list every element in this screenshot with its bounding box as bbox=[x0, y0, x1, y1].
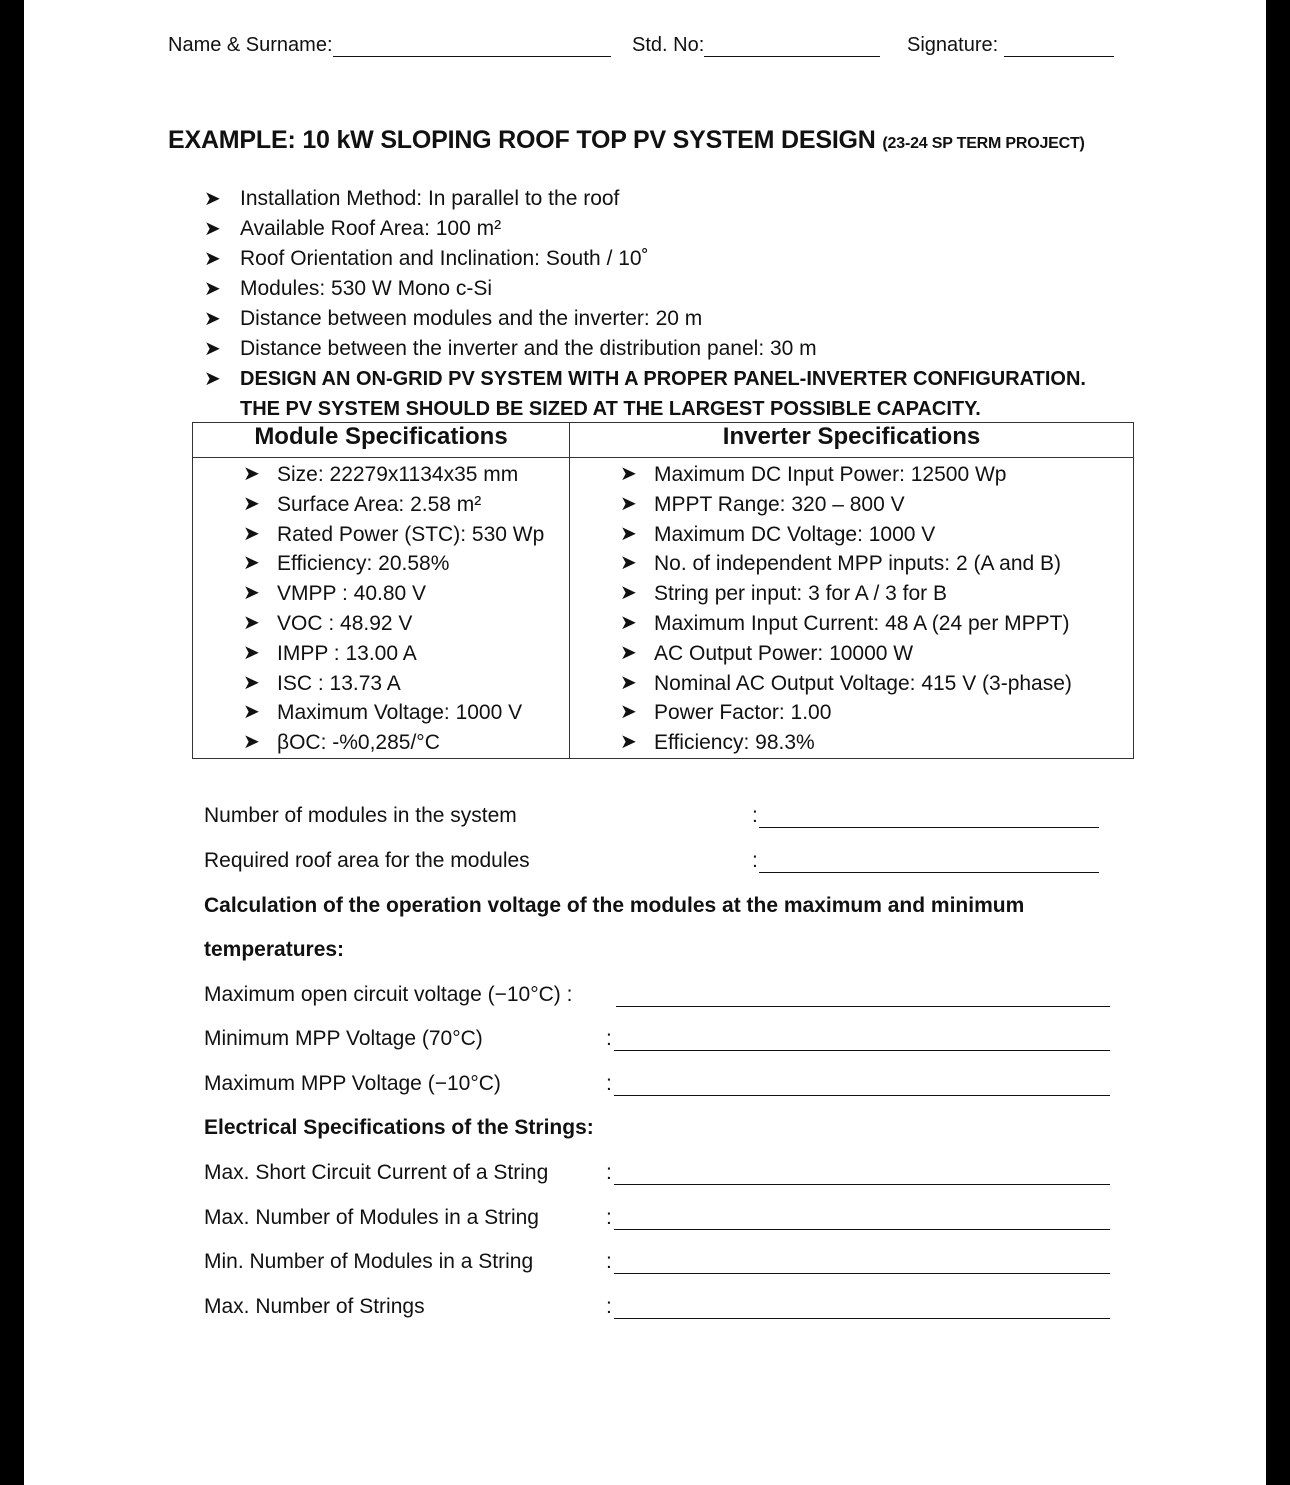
calc-heading-line1: Calculation of the operation voltage of the modules at the maximum and minimum bbox=[204, 894, 1025, 917]
signature-label: Signature: bbox=[907, 34, 999, 56]
arrow-bullet-icon: ➤ bbox=[620, 552, 637, 575]
arrow-bullet-icon: ➤ bbox=[204, 338, 221, 360]
arrow-bullet-icon: ➤ bbox=[620, 671, 637, 694]
list-item: ➤ Roof Orientation and Inclination: South / 10˚ bbox=[204, 244, 1086, 274]
arrow-bullet-icon: ➤ bbox=[243, 701, 260, 724]
design-task-continuation: THE PV SYSTEM SHOULD BE SIZED AT THE LARGEST POSSIBLE CAPACITY. bbox=[240, 398, 981, 420]
question-max-oc-voltage: Maximum open circuit voltage (−10°C) : bbox=[204, 983, 573, 1006]
document-page bbox=[24, 0, 1266, 1485]
inverter-specs-header: Inverter Specifications bbox=[570, 423, 1134, 458]
arrow-bullet-icon: ➤ bbox=[243, 731, 260, 754]
inverter-spec-item: ➤ No. of independent MPP inputs: 2 (A and B) bbox=[570, 549, 1133, 579]
module-spec-item: ➤ Efficiency: 20.58% bbox=[193, 549, 569, 579]
question-min-modules-string: Min. Number of Modules in a String bbox=[204, 1250, 534, 1273]
module-specs-header: Module Specifications bbox=[193, 423, 570, 458]
signature-field bbox=[907, 34, 1114, 57]
inverter-specs-cell bbox=[570, 458, 1134, 759]
name-label: Name & Surname: bbox=[168, 34, 333, 56]
name-blank[interactable] bbox=[333, 38, 611, 57]
arrow-bullet-icon: ➤ bbox=[243, 611, 260, 634]
colon: : bbox=[606, 1295, 612, 1318]
arrow-bullet-icon: ➤ bbox=[243, 641, 260, 664]
question-max-mpp-voltage: Maximum MPP Voltage (−10°C) bbox=[204, 1072, 501, 1095]
answer-max-sc-current[interactable] bbox=[614, 1184, 1110, 1185]
colon: : bbox=[752, 804, 758, 827]
arrow-bullet-icon: ➤ bbox=[243, 492, 260, 515]
arrow-bullet-icon: ➤ bbox=[243, 522, 260, 545]
arrow-bullet-icon: ➤ bbox=[620, 582, 637, 605]
signature-blank[interactable] bbox=[1004, 38, 1114, 57]
list-item: ➤ Distance between the inverter and the distribution panel: 30 m bbox=[204, 334, 1086, 364]
inverter-spec-item: ➤ Power Factor: 1.00 bbox=[570, 698, 1133, 728]
question-num-modules: Number of modules in the system bbox=[204, 804, 517, 827]
arrow-bullet-icon: ➤ bbox=[620, 463, 637, 485]
calc-heading-line2: temperatures: bbox=[204, 938, 345, 961]
std-no-label: Std. No: bbox=[632, 34, 705, 56]
module-spec-item: ➤ Rated Power (STC): 530 Wp bbox=[193, 520, 569, 550]
answer-num-modules[interactable] bbox=[759, 827, 1099, 828]
arrow-bullet-icon: ➤ bbox=[204, 218, 221, 240]
colon: : bbox=[752, 849, 758, 872]
page-title bbox=[168, 126, 1085, 155]
title-main: EXAMPLE: 10 kW SLOPING ROOF TOP PV SYSTEM DESIGN bbox=[168, 126, 876, 154]
arrow-bullet-icon: ➤ bbox=[620, 492, 637, 515]
inverter-spec-item: ➤ Nominal AC Output Voltage: 415 V (3-phase) bbox=[570, 669, 1133, 699]
arrow-bullet-icon: ➤ bbox=[204, 278, 221, 300]
arrow-bullet-icon: ➤ bbox=[204, 248, 221, 270]
requirements-list bbox=[204, 184, 1086, 424]
module-spec-item: ➤ βOC: -%0,285/°C bbox=[193, 728, 569, 758]
colon: : bbox=[606, 1161, 612, 1184]
colon: : bbox=[606, 1072, 612, 1095]
name-field bbox=[168, 34, 611, 57]
arrow-bullet-icon: ➤ bbox=[243, 463, 260, 485]
question-max-modules-string: Max. Number of Modules in a String bbox=[204, 1206, 539, 1229]
arrow-bullet-icon: ➤ bbox=[620, 731, 637, 754]
question-max-strings: Max. Number of Strings bbox=[204, 1295, 425, 1318]
arrow-bullet-icon: ➤ bbox=[243, 671, 260, 694]
answer-max-strings[interactable] bbox=[614, 1318, 1110, 1319]
inverter-spec-item: ➤ String per input: 3 for A / 3 for B bbox=[570, 579, 1133, 609]
answer-min-modules-string[interactable] bbox=[614, 1273, 1110, 1274]
list-item: ➤ Available Roof Area: 100 m² bbox=[204, 214, 1086, 244]
list-item: ➤ Distance between modules and the inverter: 20 m bbox=[204, 304, 1086, 334]
module-spec-item: ➤ ISC : 13.73 A bbox=[193, 669, 569, 699]
design-task-item: ➤ DESIGN AN ON-GRID PV SYSTEM WITH A PROPER PANEL-INVERTER CONFIGURATION. bbox=[204, 364, 1086, 394]
module-spec-item: ➤ VMPP : 40.80 V bbox=[193, 579, 569, 609]
arrow-bullet-icon: ➤ bbox=[620, 611, 637, 634]
question-roof-area: Required roof area for the modules bbox=[204, 849, 530, 872]
inverter-spec-item: ➤ Maximum Input Current: 48 A (24 per MPPT) bbox=[570, 609, 1133, 639]
strings-heading: Electrical Specifications of the Strings: bbox=[204, 1116, 594, 1139]
question-max-sc-current: Max. Short Circuit Current of a String bbox=[204, 1161, 549, 1184]
inverter-spec-item: ➤ Efficiency: 98.3% bbox=[570, 728, 1133, 758]
arrow-bullet-icon: ➤ bbox=[204, 368, 221, 390]
module-spec-item: ➤ Surface Area: 2.58 m² bbox=[193, 490, 569, 520]
arrow-bullet-icon: ➤ bbox=[204, 308, 221, 330]
inverter-spec-item: ➤ MPPT Range: 320 – 800 V bbox=[570, 490, 1133, 520]
answer-roof-area[interactable] bbox=[759, 872, 1099, 873]
answer-max-mpp-voltage[interactable] bbox=[614, 1095, 1110, 1096]
answer-max-modules-string[interactable] bbox=[614, 1229, 1110, 1230]
arrow-bullet-icon: ➤ bbox=[620, 701, 637, 724]
arrow-bullet-icon: ➤ bbox=[620, 641, 637, 664]
answer-min-mpp-voltage[interactable] bbox=[614, 1050, 1110, 1051]
title-sub: (23-24 SP TERM PROJECT) bbox=[882, 135, 1085, 152]
answer-max-oc-voltage[interactable] bbox=[616, 1006, 1110, 1007]
module-spec-item: ➤ VOC : 48.92 V bbox=[193, 609, 569, 639]
arrow-bullet-icon: ➤ bbox=[620, 522, 637, 545]
inverter-spec-item: ➤ AC Output Power: 10000 W bbox=[570, 639, 1133, 669]
arrow-bullet-icon: ➤ bbox=[204, 188, 221, 210]
module-spec-item: ➤ Size: 22279x1134x35 mm bbox=[193, 460, 569, 490]
colon: : bbox=[606, 1027, 612, 1050]
colon: : bbox=[606, 1250, 612, 1273]
specifications-table bbox=[192, 422, 1134, 759]
module-spec-item: ➤ IMPP : 13.00 A bbox=[193, 639, 569, 669]
std-no-blank[interactable] bbox=[704, 38, 880, 57]
module-spec-item: ➤ Maximum Voltage: 1000 V bbox=[193, 698, 569, 728]
module-specs-cell bbox=[193, 458, 570, 759]
colon: : bbox=[606, 1206, 612, 1229]
arrow-bullet-icon: ➤ bbox=[243, 582, 260, 605]
inverter-spec-item: ➤ Maximum DC Input Power: 12500 Wp bbox=[570, 460, 1133, 490]
list-item: ➤ Modules: 530 W Mono c-Si bbox=[204, 274, 1086, 304]
inverter-spec-item: ➤ Maximum DC Voltage: 1000 V bbox=[570, 520, 1133, 550]
question-min-mpp-voltage: Minimum MPP Voltage (70°C) bbox=[204, 1027, 483, 1050]
std-no-field bbox=[632, 34, 880, 57]
list-item: ➤ Installation Method: In parallel to the roof bbox=[204, 184, 1086, 214]
arrow-bullet-icon: ➤ bbox=[243, 552, 260, 575]
